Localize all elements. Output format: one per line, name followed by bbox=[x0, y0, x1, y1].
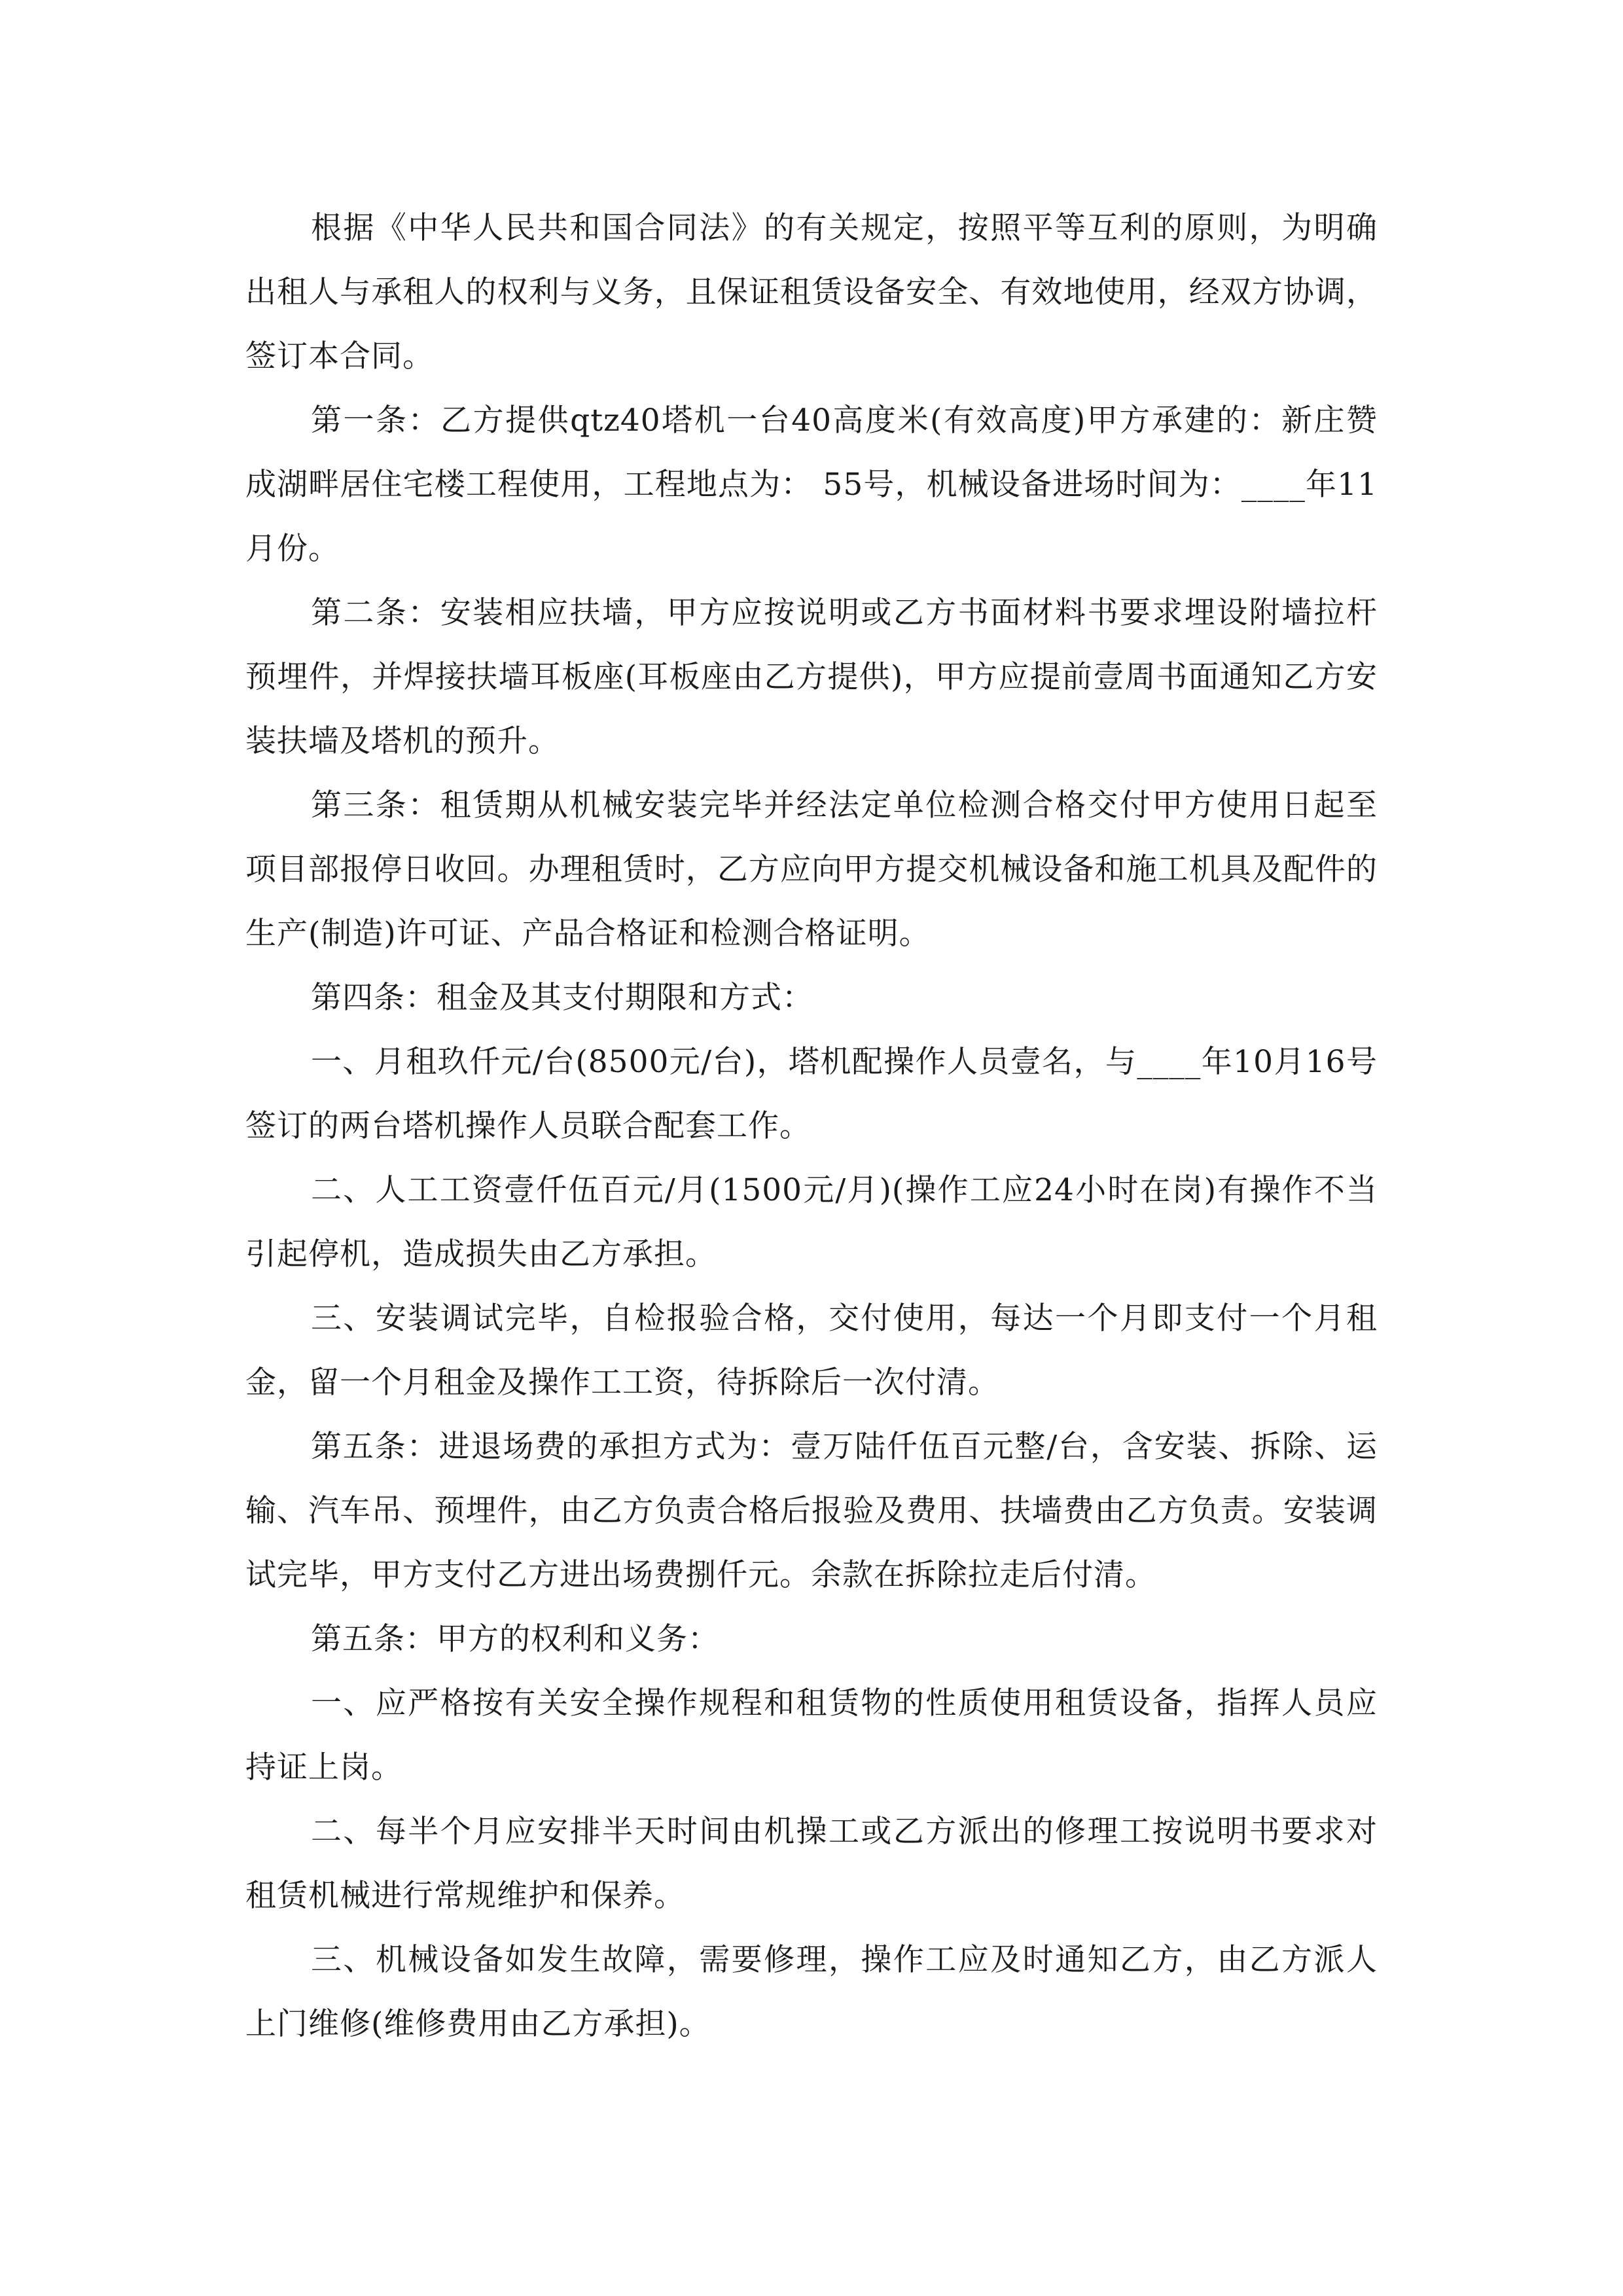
paragraph-article-4: 第四条：租金及其支付期限和方式： bbox=[311, 980, 813, 1016]
paragraph-rights-item-3: 三、机械设备如发生故障，需要修理，操作工应及时通知乙方，由乙方派人上门维修(维修费用由乙方承担)。 bbox=[245, 1942, 1378, 2042]
paragraph-article-4-item-3: 三、安装调试完毕，自检报验合格，交付使用，每达一个月即支付一个月租金，留一个月租金及操作工工资，待拆除后一次付清。 bbox=[245, 1300, 1378, 1401]
paragraph-rights-item-1: 一、应严格按有关安全操作规程和租赁物的性质使用租赁设备，指挥人员应持证上岗。 bbox=[245, 1685, 1378, 1785]
paragraph-article-5-rights: 第五条：甲方的权利和义务： bbox=[311, 1621, 719, 1657]
paragraph-preamble: 根据《中华人民共和国合同法》的有关规定，按照平等互利的原则，为明确出租人与承租人的权利与义务，且保证租赁设备安全、有效地使用，经双方协调，签订本合同。 bbox=[245, 210, 1378, 374]
paragraph-article-2: 第二条：安装相应扶墙，甲方应按说明或乙方书面材料书要求埋设附墙拉杆预埋件，并焊接扶墙耳板座(耳板座由乙方提供)，甲方应提前壹周书面通知乙方安装扶墙及塔机的预升。 bbox=[245, 595, 1378, 759]
contract-body bbox=[245, 196, 1378, 2056]
paragraph-article-1: 第一条：乙方提供qtz40塔机一台40高度米(有效高度)甲方承建的：新庄赞成湖畔居住宅楼工程使用，工程地点为： 55号，机械设备进场时间为：____年11月份。 bbox=[245, 403, 1378, 567]
paragraph-rights-item-2: 二、每半个月应安排半天时间由机操工或乙方派出的修理工按说明书要求对租赁机械进行常规维护和保养。 bbox=[245, 1814, 1378, 1914]
paragraph-article-4-item-2: 二、人工工资壹仟伍百元/月(1500元/月)(操作工应24小时在岗)有操作不当引起停机，造成损失由乙方承担。 bbox=[245, 1172, 1378, 1272]
paragraph-article-5-fees: 第五条：进退场费的承担方式为：壹万陆仟伍百元整/台，含安装、拆除、运输、汽车吊、预埋件，由乙方负责合格后报验及费用、扶墙费由乙方负责。安装调试完毕，甲方支付乙方进出场费捌仟元。余款在拆除拉走后付清。 bbox=[245, 1429, 1378, 1593]
paragraph-article-3: 第三条：租赁期从机械安装完毕并经法定单位检测合格交付甲方使用日起至项目部报停日收回。办理租赁时，乙方应向甲方提交机械设备和施工机具及配件的生产(制造)许可证、产品合格证和检测合格证明。 bbox=[245, 787, 1378, 952]
paragraph-article-4-item-1: 一、月租玖仟元/台(8500元/台)，塔机配操作人员壹名，与____年10月16号签订的两台塔机操作人员联合配套工作。 bbox=[245, 1044, 1378, 1144]
